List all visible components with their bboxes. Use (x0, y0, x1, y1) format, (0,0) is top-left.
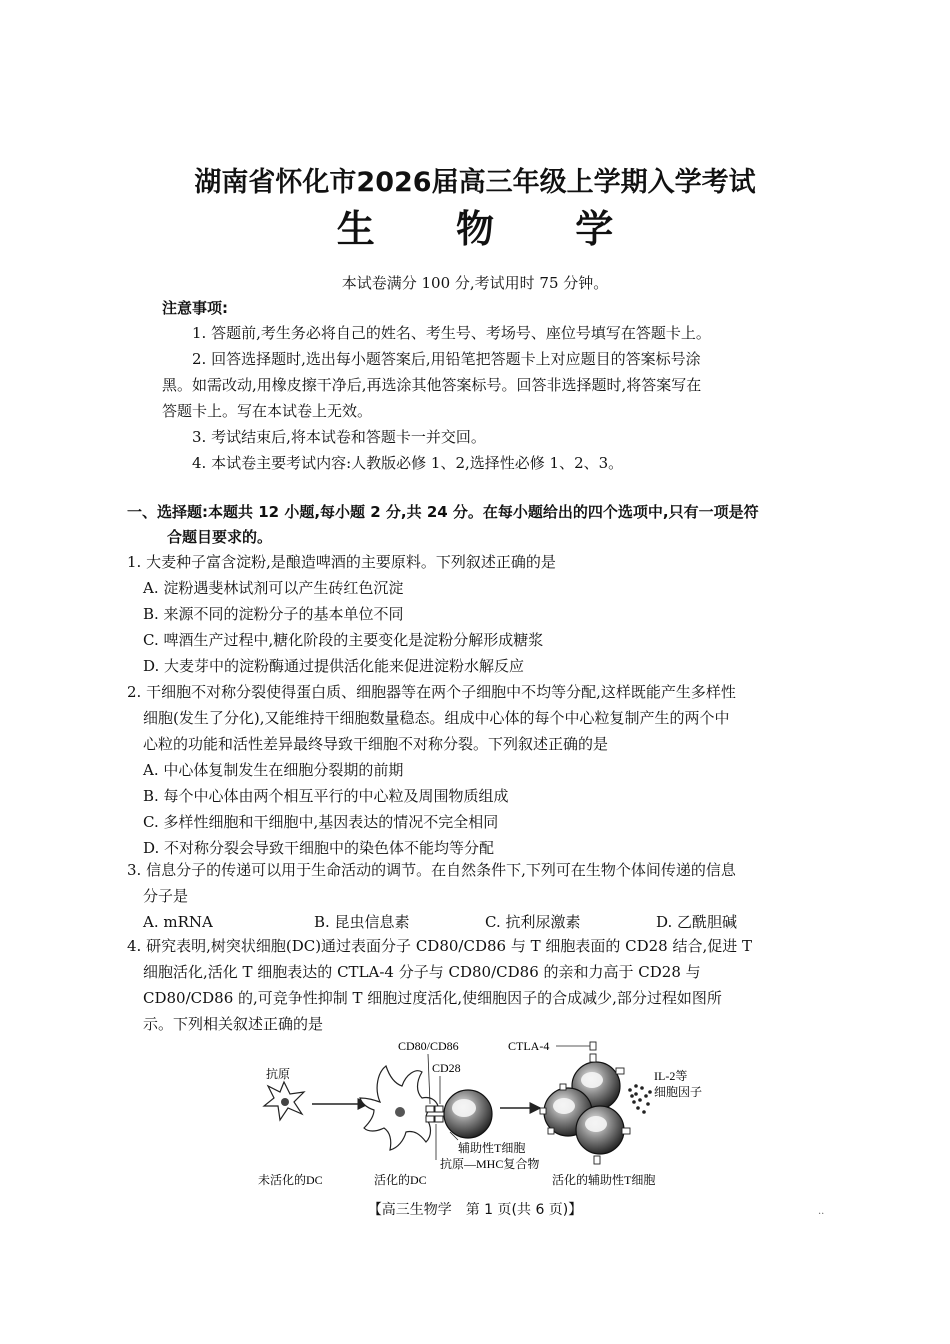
question-stem: 4. 研究表明,树突状细胞(DC)通过表面分子 CD80/CD86 与 T 细胞表面的 CD28 结合,促进 T (127, 937, 753, 955)
question-stem: 2. 干细胞不对称分裂使得蛋白质、细胞器等在两个子细胞中不均等分配,这样既能产生多样性 (127, 683, 736, 701)
cytokine-dots (628, 1084, 652, 1114)
corner-mark: .. (818, 1206, 825, 1217)
option-b: B. 来源不同的淀粉分子的基本单位不同 (143, 605, 404, 623)
question-stem: 1. 大麦种子富含淀粉,是酿造啤酒的主要原料。下列叙述正确的是 (127, 553, 556, 571)
page-footer: 【高三生物学 第 1 页(共 6 页)】 (367, 1202, 583, 1218)
question-1 (127, 549, 827, 679)
question-stem-cont: 心粒的功能和活性差异最终导致干细胞不对称分裂。下列叙述正确的是 (143, 735, 609, 753)
option-a: A. 中心体复制发生在细胞分裂期的前期 (143, 761, 404, 779)
exam-title: 湖南省怀化市2026届高三年级上学期入学考试 (194, 167, 756, 198)
il2-label-1: IL-2等 (654, 1069, 688, 1083)
question-4 (127, 933, 827, 1037)
question-stem-cont: 示。下列相关叙述正确的是 (143, 1015, 324, 1033)
option-a: A. mRNA (143, 913, 213, 931)
caption-activated-dc: 活化的DC (374, 1173, 427, 1187)
section-heading (127, 500, 827, 550)
question-stem-cont: 分子是 (143, 887, 189, 905)
activated-t-cells-shape (540, 1054, 630, 1164)
option-d: D. 乙酰胆碱 (656, 913, 738, 931)
option-c: C. 多样性细胞和干细胞中,基因表达的情况不完全相同 (143, 813, 499, 831)
cd80-cd86-label: CD80/CD86 (398, 1039, 459, 1053)
question-stem-cont: 细胞活化,活化 T 细胞表达的 CTLA-4 分子与 CD80/CD86 的亲和力高于 CD28 与 (143, 963, 701, 981)
notice-list (162, 320, 802, 476)
option-b: B. 昆虫信息素 (314, 913, 410, 931)
caption-activated-t: 活化的辅助性T细胞 (552, 1173, 656, 1187)
section-heading-line1: 一、选择题:本题共 12 小题,每小题 2 分,共 24 分。在每小题给出的四个选项中,只有一项是符 (127, 503, 759, 521)
question-3 (127, 857, 827, 935)
option-c: C. 抗利尿激素 (485, 913, 581, 931)
option-a: A. 淀粉遇斐林试剂可以产生砖红色沉淀 (143, 579, 404, 597)
notice-title: 注意事项: (162, 299, 228, 317)
option-d: D. 不对称分裂会导致干细胞中的染色体不能均等分配 (143, 839, 495, 857)
exam-intro: 本试卷满分 100 分,考试用时 75 分钟。 (341, 274, 609, 292)
section-heading-line2: 合题目要求的。 (167, 528, 273, 546)
notice-item: 黑。如需改动,用橡皮擦干净后,再选涂其他答案标号。回答非选择题时,将答案写在 (162, 376, 702, 394)
helper-t-label: 辅助性T细胞 (458, 1141, 526, 1155)
unactivated-dc-shape (264, 1082, 304, 1120)
antigen-label: 抗原 (266, 1067, 291, 1081)
question-2 (127, 679, 827, 861)
subject-title: 生 物 学 (336, 207, 648, 251)
il2-label-2: 细胞因子 (654, 1085, 703, 1099)
dc-tcell-figure (250, 1032, 710, 1192)
question-stem-cont: 细胞(发生了分化),又能维持干细胞数量稳态。组成中心体的每个中心粒复制产生的两个中 (143, 709, 730, 727)
option-b: B. 每个中心体由两个相互平行的中心粒及周围物质组成 (143, 787, 509, 805)
option-d: D. 大麦芽中的淀粉酶通过提供活化能来促进淀粉水解反应 (143, 657, 525, 675)
notice-item: 1. 答题前,考生务必将自己的姓名、考生号、考场号、座位号填写在答题卡上。 (192, 324, 711, 342)
notice-item: 答题卡上。写在本试卷上无效。 (162, 402, 373, 420)
option-c: C. 啤酒生产过程中,糖化阶段的主要变化是淀粉分解形成糖浆 (143, 631, 544, 649)
cd28-label: CD28 (432, 1061, 461, 1075)
options-row (127, 909, 827, 935)
question-stem: 3. 信息分子的传递可以用于生命活动的调节。在自然条件下,下列可在生物个体间传递的信息 (127, 861, 736, 879)
question-stem-cont: CD80/CD86 的,可竞争性抑制 T 细胞过度活化,使细胞因子的合成减少,部分过程如图所 (143, 989, 722, 1007)
caption-unactivated-dc: 未活化的DC (258, 1173, 323, 1187)
ctla4-label: CTLA-4 (508, 1039, 550, 1053)
notice-item: 3. 考试结束后,将本试卷和答题卡一并交回。 (192, 428, 486, 446)
notice-item: 4. 本试卷主要考试内容:人教版必修 1、2,选择性必修 1、2、3。 (192, 454, 624, 472)
helper-t-cell-shape (444, 1090, 492, 1138)
notice-item: 2. 回答选择题时,选出每小题答案后,用铅笔把答题卡上对应题目的答案标号涂 (192, 350, 701, 368)
mhc-label: 抗原—MHC复合物 (440, 1157, 540, 1171)
